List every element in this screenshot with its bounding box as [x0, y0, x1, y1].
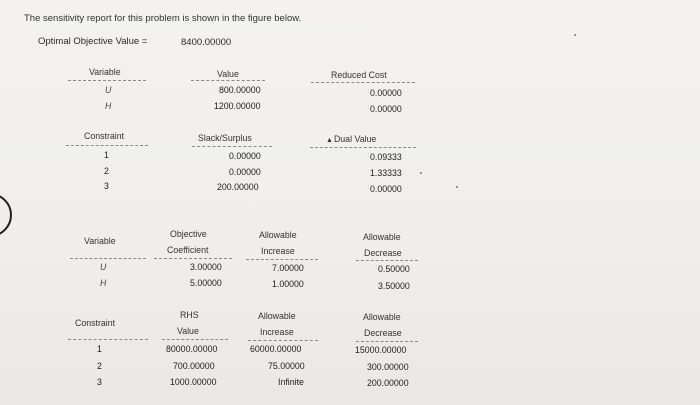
t4-rule-constraint — [68, 339, 148, 340]
t4-row-inc: 75.00000 — [268, 361, 305, 371]
t4-row-inc: Infinite — [278, 377, 304, 387]
t3-rule-dec — [356, 260, 418, 261]
objective-label: Optimal Objective Value = — [38, 36, 148, 47]
t3-row-dec: 3.50000 — [378, 281, 410, 291]
t2-header-constraint: Constraint — [84, 131, 125, 141]
t1-rule-variable — [68, 80, 146, 81]
t1-row-name: U — [105, 85, 112, 95]
t2-header-dual-label: Dual Value — [333, 134, 377, 144]
t4-row-name: 2 — [97, 361, 102, 371]
t4-header-value: Value — [177, 326, 199, 336]
t1-header-variable: Variable — [89, 67, 121, 77]
t3-row-inc: 7.00000 — [272, 263, 304, 273]
t2-row-dual: 1.33333 — [370, 168, 402, 178]
t3-header-variable: Variable — [84, 236, 116, 246]
speck-mark — [420, 172, 422, 174]
t3-rule-variable — [70, 258, 146, 259]
t4-header-increase: Increase — [260, 327, 294, 337]
t1-rule-value — [191, 80, 265, 81]
t3-row-name: H — [100, 278, 107, 288]
t1-rule-reduced — [311, 82, 415, 83]
t4-header-constraint: Constraint — [75, 318, 116, 328]
t4-header-decrease: Decrease — [364, 328, 402, 338]
t4-row-name: 3 — [97, 377, 102, 387]
objective-value: 8400.00000 — [181, 37, 232, 48]
t4-row-inc: 60000.00000 — [250, 344, 302, 354]
t2-row-dual: 0.00000 — [370, 184, 402, 194]
t3-row-name: U — [100, 262, 107, 272]
t3-header-allowable-dec: Allowable — [363, 232, 401, 242]
t1-row-reduced: 0.00000 — [370, 104, 402, 114]
t1-row-value: 1200.00000 — [214, 101, 261, 111]
t4-row-rhs: 700.00000 — [173, 361, 215, 371]
t2-header-dual — [326, 134, 376, 144]
t3-row-coef: 5.00000 — [190, 278, 222, 288]
intro-text: The sensitivity report for this problem is shown in the figure below. — [24, 13, 302, 24]
t3-row-inc: 1.00000 — [272, 279, 304, 289]
t1-row-name: H — [105, 101, 112, 111]
t3-rule-inc — [246, 259, 318, 260]
t4-rule-rhs — [162, 339, 228, 340]
t2-rule-slack — [192, 146, 272, 147]
t3-header-allowable-inc: Allowable — [259, 230, 297, 240]
speck-mark — [574, 34, 576, 36]
t1-row-value: 800.00000 — [219, 85, 261, 95]
t4-header-allowable-inc: Allowable — [258, 311, 296, 321]
left-edge-curve-mark — [0, 193, 12, 237]
t2-row-slack: 200.00000 — [217, 182, 259, 192]
t4-rule-dec — [356, 341, 418, 342]
cursor-arrow-icon: ▲ — [326, 137, 333, 144]
t3-header-objective: Objective — [170, 229, 207, 239]
t3-header-increase: Increase — [261, 246, 295, 256]
t4-rule-inc — [248, 340, 318, 341]
t2-rule-dual — [310, 147, 416, 148]
t2-row-name: 1 — [104, 150, 109, 160]
t2-row-name: 3 — [104, 181, 109, 191]
t2-row-dual: 0.09333 — [370, 152, 402, 162]
t2-row-slack: 0.00000 — [229, 151, 261, 161]
t4-row-rhs: 80000.00000 — [166, 344, 218, 354]
t4-row-rhs: 1000.00000 — [170, 377, 217, 387]
t4-row-dec: 200.00000 — [367, 378, 409, 388]
t4-header-rhs: RHS — [180, 310, 199, 320]
t2-header-slack: Slack/Surplus — [198, 133, 252, 143]
t2-row-name: 2 — [104, 166, 109, 176]
t2-row-slack: 0.00000 — [229, 167, 261, 177]
t3-header-decrease: Decrease — [364, 248, 402, 258]
t3-header-coefficient: Coefficient — [167, 245, 209, 255]
t1-header-value: Value — [217, 69, 239, 79]
t4-row-name: 1 — [97, 344, 102, 354]
speck-mark — [456, 186, 458, 188]
t1-header-reduced-cost: Reduced Cost — [331, 70, 387, 80]
t4-row-dec: 300.00000 — [367, 362, 409, 372]
t3-row-dec: 0.50000 — [378, 264, 410, 274]
t4-header-allowable-dec: Allowable — [363, 312, 401, 322]
t4-row-dec: 15000.00000 — [355, 345, 407, 355]
t1-row-reduced: 0.00000 — [370, 88, 402, 98]
t2-rule-constraint — [66, 145, 148, 146]
t3-rule-coef — [154, 258, 232, 259]
t3-row-coef: 3.00000 — [190, 262, 222, 272]
